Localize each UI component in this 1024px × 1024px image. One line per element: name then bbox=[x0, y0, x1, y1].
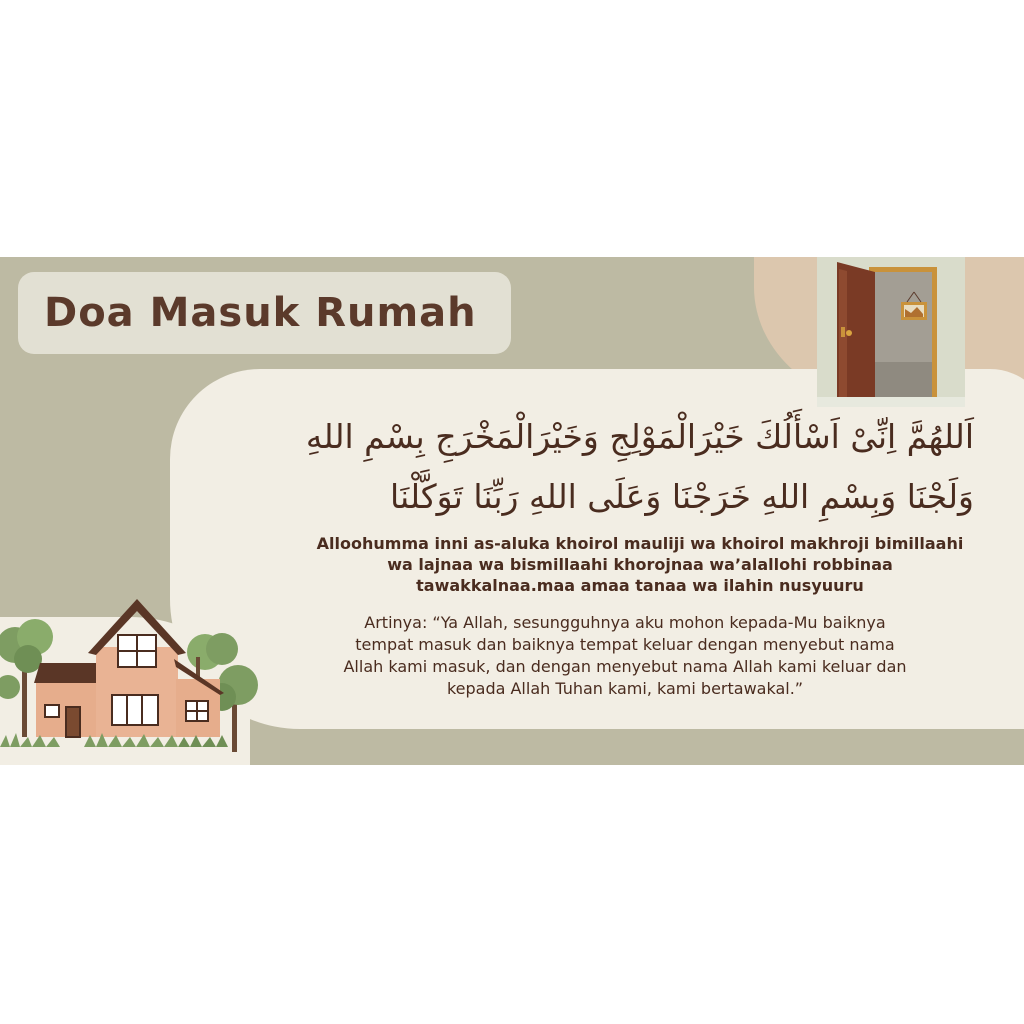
transliteration-line-3: tawakkalnaa.maa amaa tanaa wa ilahin nusyuuru bbox=[416, 576, 864, 595]
title-box bbox=[18, 272, 511, 354]
open-door-icon bbox=[817, 257, 965, 407]
arabic-text-line-2: وَلَجْنَا وَبِسْمِ اللهِ خَرَجْنَا وَعَلَى اللهِ رَبِّنَا تَوَكَّلْنَا bbox=[389, 477, 974, 516]
translation bbox=[255, 612, 995, 700]
transliteration-line-1: Alloohumma inni as-aluka khoirol mauliji wa khoirol makhroji bimillaahi bbox=[316, 534, 964, 553]
translation-line-2: tempat masuk dan baiknya tempat keluar dengan menyebut nama bbox=[355, 635, 895, 654]
page-title: Doa Masuk Rumah bbox=[44, 290, 477, 336]
transliteration-line-2: wa lajnaa wa bismillaahi khorojnaa wa’alallohi robbinaa bbox=[387, 555, 893, 574]
translation-line-3: Allah kami masuk, dan dengan menyebut nama Allah kami keluar dan bbox=[343, 657, 907, 676]
arabic-text-line-1: اَللهُمَّ اِنِّىْ اَسْأَلُكَ خَيْرَالْمَوْلِجِ وَخَيْرَالْمَخْرَجِ بِسْمِ اللهِ bbox=[305, 417, 974, 456]
doa-banner bbox=[0, 257, 1024, 765]
transliteration bbox=[260, 533, 1020, 596]
house-icon bbox=[0, 597, 270, 757]
translation-line-1: Artinya: “Ya Allah, sesungguhnya aku mohon kepada-Mu baiknya bbox=[364, 613, 886, 632]
translation-line-4: kepada Allah Tuhan kami, kami bertawakal.” bbox=[446, 679, 804, 698]
